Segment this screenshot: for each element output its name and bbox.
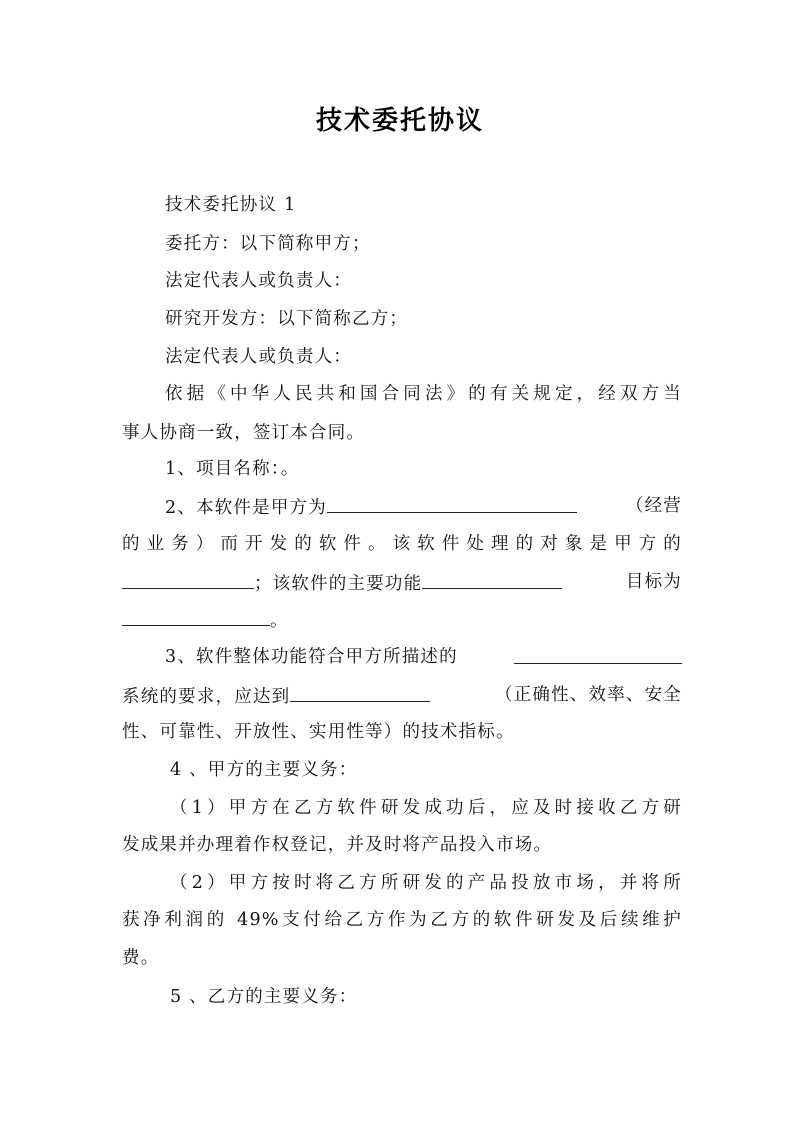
paragraph-line: 事人协商一致，签订本合同。 — [122, 423, 366, 443]
fill-in-blank — [122, 607, 270, 626]
line-text: 3、软件整体功能符合甲方所描述的 — [165, 647, 458, 667]
paragraph-line — [122, 607, 682, 633]
fill-in-blank — [514, 645, 682, 664]
line-text: 目标为 — [625, 572, 682, 592]
line-text: 系统的要求，应达到 — [122, 687, 291, 707]
line-text: 2、本软件是甲方为 — [165, 498, 327, 518]
paragraph-line — [165, 645, 682, 669]
fill-in-blank — [290, 683, 430, 702]
paragraph-line: 发成果并办理着作权登记，并及时将产品投入市场。 — [122, 835, 553, 855]
fill-in-blank — [422, 570, 562, 589]
line-text: （经营 — [625, 496, 682, 516]
paragraph-line — [165, 494, 682, 520]
paragraph-line — [122, 570, 682, 596]
line-text: （正确性、效率、安全 — [495, 685, 682, 705]
paragraph-line: 法定代表人或负责人： — [165, 271, 352, 291]
paragraph-line: 费。 — [122, 948, 160, 968]
paragraph-line: 技术委托协议 1 — [165, 195, 297, 215]
paragraph-line: （1）甲方在乙方软件研发成功后，应及时接收乙方研 — [170, 798, 682, 818]
document-title: 技术委托协议 — [315, 106, 484, 136]
paragraph-line: 的业务）而开发的软件。该软件处理的对象是甲方的 — [122, 534, 682, 554]
fill-in-blank — [327, 494, 577, 513]
paragraph-line — [122, 683, 682, 709]
line-text: ；该软件的主要功能 — [254, 574, 423, 594]
paragraph-line: 性、可靠性、开放性、实用性等）的技术指标。 — [122, 722, 515, 742]
paragraph-line: 法定代表人或负责人： — [165, 347, 352, 367]
paragraph-line: 1、项目名称：。 — [165, 459, 300, 479]
paragraph-line: 5 、乙方的主要义务： — [170, 987, 358, 1007]
paragraph-line: 获净利润的 49%支付给乙方作为乙方的软件研发及后续维护 — [122, 910, 682, 930]
line-text: 。 — [270, 611, 289, 631]
paragraph-line: 研究开发方：以下简称乙方； — [165, 309, 409, 329]
fill-in-blank — [122, 570, 254, 589]
paragraph-line: （2）甲方按时将乙方所研发的产品投放市场，并将所 — [170, 873, 682, 893]
paragraph-line: 4 、甲方的主要义务： — [170, 760, 358, 780]
paragraph-line: 委托方：以下简称甲方； — [165, 234, 371, 254]
paragraph-line: 依据《中华人民共和国合同法》的有关规定，经双方当 — [165, 384, 682, 404]
